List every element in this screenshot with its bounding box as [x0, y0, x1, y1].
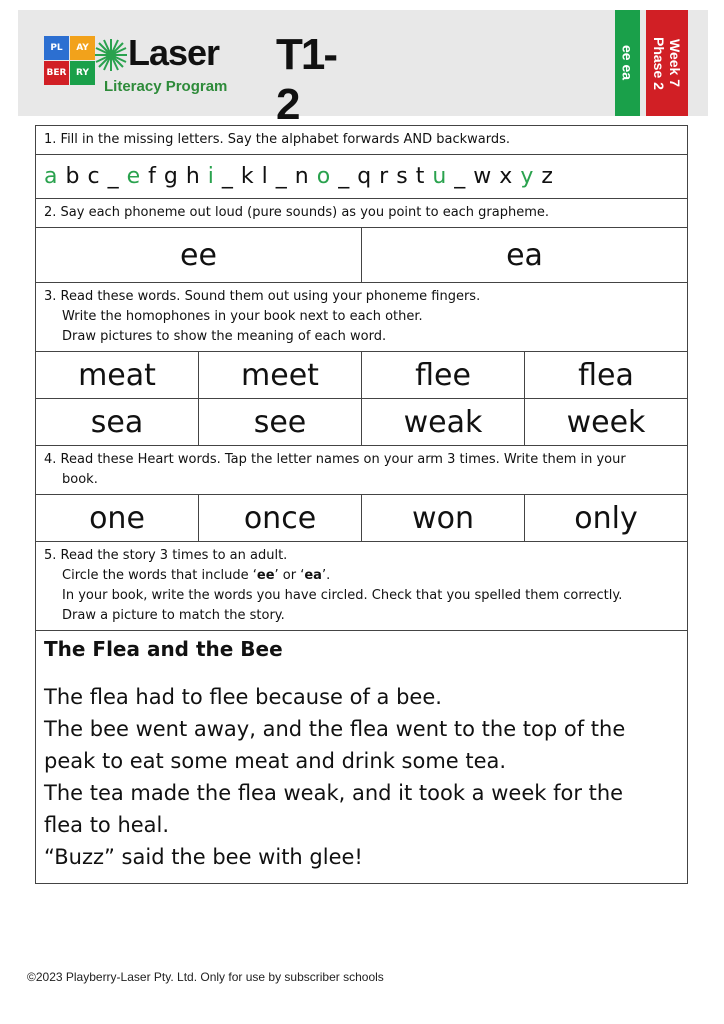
- instruction-text: [44, 566, 681, 586]
- word-cell: see: [198, 399, 361, 445]
- alphabet-letter: g: [163, 164, 178, 189]
- laser-burst-icon: [94, 38, 128, 72]
- section2-instruction: [35, 199, 688, 228]
- missing-letter-blank: _: [107, 164, 119, 189]
- alphabet-letter: l: [261, 164, 268, 189]
- story-title: The Flea and the Bee: [44, 637, 283, 661]
- word-cell: flea: [524, 352, 687, 398]
- puzzle-logo-icon: [44, 36, 96, 86]
- word-cell: flee: [361, 352, 524, 398]
- instruction-text: Draw a picture to match the story.: [62, 608, 285, 623]
- grapheme-tab-text: ee ea: [619, 45, 636, 81]
- instruction-fragment: ’.: [321, 568, 331, 583]
- alphabet-letter: u: [432, 164, 447, 189]
- instruction-text: 4. Read these Heart words. Tap the letter names on your arm 3 times. Write them in your: [44, 452, 626, 467]
- story-line: “Buzz” said the bee with glee!: [44, 845, 363, 869]
- alphabet-letter: c: [87, 164, 100, 189]
- grapheme-row: [35, 228, 688, 283]
- words-row-1: [35, 352, 688, 399]
- header-band: [18, 10, 708, 129]
- section4-instruction: [35, 446, 688, 495]
- heart-word-cell: once: [198, 495, 361, 541]
- alphabet-letter: y: [520, 164, 534, 189]
- copyright-footer: ©2023 Playberry-Laser Pty. Ltd. Only for use by subscriber schools: [27, 970, 384, 984]
- alphabet-letter: b: [65, 164, 80, 189]
- alphabet-letter: x: [499, 164, 513, 189]
- laser-logo: [44, 30, 344, 129]
- alphabet-letter: r: [379, 164, 389, 189]
- logo-tag: T1-2: [276, 30, 336, 129]
- grapheme-tab: [615, 10, 640, 116]
- phase-week-tab: [646, 10, 688, 116]
- logo-word: Laser: [128, 32, 220, 73]
- alphabet-letter: i: [207, 164, 214, 189]
- story-line: The flea had to flee because of a bee.: [44, 685, 442, 709]
- instruction-text: Draw pictures to show the meaning of each word.: [62, 329, 387, 344]
- instruction-fragment: Circle the words that include ‘: [62, 568, 257, 583]
- alphabet-letter: q: [357, 164, 372, 189]
- instruction-fragment: ’ or ‘: [274, 568, 305, 583]
- puzzle-piece: AY: [70, 36, 95, 60]
- instruction-text: 3. Read these words. Sound them out using your phoneme fingers.: [44, 289, 481, 304]
- puzzle-piece: RY: [70, 61, 95, 85]
- alphabet-letter: o: [316, 164, 331, 189]
- alphabet-letter: f: [148, 164, 156, 189]
- heart-word-cell: won: [361, 495, 524, 541]
- story-line: peak to eat some meat and drink some tea.: [44, 749, 507, 773]
- heart-words-row: [35, 495, 688, 542]
- section5-instruction: [35, 542, 688, 631]
- alphabet-letter: n: [294, 164, 309, 189]
- alphabet-letter: h: [185, 164, 200, 189]
- alphabet-letter: w: [473, 164, 492, 189]
- logo-subtitle: Literacy Program: [104, 78, 228, 95]
- story-line: flea to heal.: [44, 813, 170, 837]
- alphabet-row: [35, 155, 688, 199]
- instruction-text: 1. Fill in the missing letters. Say the alphabet forwards AND backwards.: [44, 132, 511, 147]
- week-label: Week 7: [667, 39, 683, 87]
- grapheme-emphasis: ee: [256, 568, 275, 583]
- heart-word-cell: one: [89, 500, 145, 536]
- grapheme-cell-ee: ee: [180, 237, 217, 273]
- phase-label: Phase 2: [651, 36, 667, 90]
- instruction-text: In your book, write the words you have circled. Check that you spelled them correctly.: [62, 588, 623, 603]
- story-line: The tea made the flea weak, and it took a week for the: [44, 781, 624, 805]
- word-cell: sea: [90, 404, 144, 440]
- grapheme-emphasis: ea: [304, 568, 322, 583]
- story-box: [35, 631, 688, 884]
- word-cell: meat: [78, 357, 156, 393]
- instruction-text: 2. Say each phoneme out loud (pure sounds) as you point to each grapheme.: [44, 205, 550, 220]
- words-row-2: [35, 399, 688, 446]
- alphabet-letter: a: [44, 164, 58, 189]
- alphabet-letter: s: [396, 164, 408, 189]
- section1-instruction: [35, 125, 688, 155]
- alphabet-letter: z: [541, 164, 553, 189]
- grapheme-cell-ea: ea: [361, 228, 687, 282]
- alphabet-letter: t: [415, 164, 425, 189]
- instruction-text: 5. Read the story 3 times to an adult.: [44, 548, 288, 563]
- word-cell: week: [524, 399, 687, 445]
- instruction-text: Write the homophones in your book next to each other.: [62, 309, 423, 324]
- missing-letter-blank: _: [454, 164, 466, 189]
- alphabet-letter: e: [126, 164, 141, 189]
- instruction-text: book.: [62, 472, 98, 487]
- puzzle-piece: PL: [44, 36, 69, 60]
- alphabet-letter: k: [240, 164, 254, 189]
- missing-letter-blank: _: [338, 164, 350, 189]
- section3-instruction: [35, 283, 688, 352]
- worksheet-table: [35, 125, 688, 884]
- story-line: The bee went away, and the flea went to the top of the: [44, 717, 626, 741]
- missing-letter-blank: _: [221, 164, 233, 189]
- heart-word-cell: only: [524, 495, 687, 541]
- missing-letter-blank: _: [275, 164, 287, 189]
- word-cell: meet: [198, 352, 361, 398]
- word-cell: weak: [361, 399, 524, 445]
- puzzle-piece: BER: [44, 61, 69, 85]
